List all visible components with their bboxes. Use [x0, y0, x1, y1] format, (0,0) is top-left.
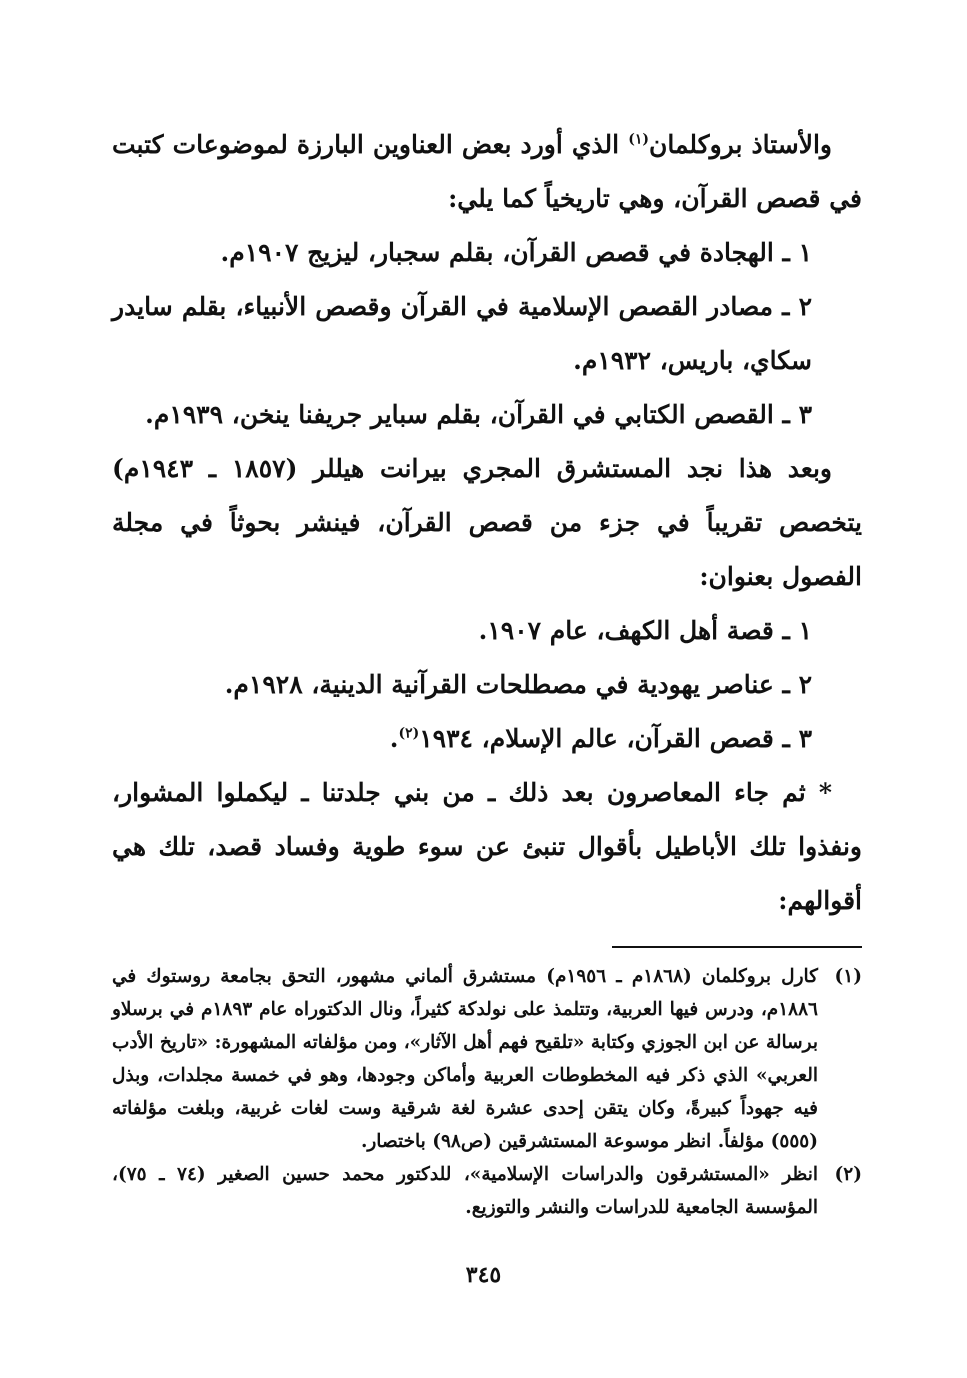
footnote-ref-1: (١) [628, 131, 649, 148]
paragraph-brockelmann [112, 118, 862, 226]
footnote-number: (١) [834, 966, 862, 987]
main-text [112, 118, 862, 928]
list-item-end: . [389, 724, 399, 753]
paragraph-text: الذي أورد بعض العناوين البارزة لموضوعات كتبت في قصص القرآن، وهي تاريخياً كما يلي: [112, 130, 862, 213]
list-item: ٣ ـ القصص الكتابي في القرآن، بقلم سباير جريفنا ينخن، ١٩٣٩م. [145, 400, 812, 429]
footnote-number: (٢) [834, 1164, 862, 1185]
list-item-text: ٣ ـ قصص القرآن، عالم الإسلام، ١٩٣٤ [419, 724, 812, 753]
list-item: ١ ـ قصة أهل الكهف، عام ١٩٠٧. [478, 616, 812, 645]
list-item: ٢ ـ مصادر القصص الإسلامية في القرآن وقصص الأنبياء، بقلم سايدر سكاي، باريس، ١٩٣٢م. [112, 292, 812, 375]
page-number: ٣٤٥ [465, 1262, 502, 1288]
footnote [112, 1158, 862, 1224]
paragraph-heller: وبعد هذا نجد المستشرق المجري بيرانت هيللر (١٨٥٧ ـ ١٩٤٣م) يتخصص تقريباً في جزء من قصص القرآن، فينشر بحوثاً في مجلة الفصول بعنوان: [112, 454, 862, 591]
book-page [112, 118, 862, 1224]
paragraph-contemporaries: * ثم جاء المعاصرون بعد ذلك ـ من بني جلدتنا ـ ليكملوا المشوار، ونفذوا تلك الأباطيل بأقوال تنبئ عن سوء طوية وفساد قصد، تلك هي أقوالهم: [112, 778, 862, 915]
footnotes [112, 960, 862, 1224]
footnote-separator [612, 946, 862, 948]
footnote-text: انظر «المستشرقون والدراسات الإسلامية»، للدكتور محمد حسين الصغير (٧٤ ـ ٧٥)، المؤسسة الجامعية للدراسات والنشر والتوزيع. [112, 1164, 818, 1218]
paragraph-text: والأستاذ بروكلمان [648, 130, 832, 159]
list-item: ٢ ـ عناصر يهودية في مصطلحات القرآنية الدينية، ١٩٢٨م. [224, 670, 812, 699]
footnote [112, 960, 862, 1158]
footnote-ref-2: (٢) [398, 725, 420, 742]
list-item [112, 712, 862, 766]
footnote-text: كارل بروكلمان (١٨٦٨م ـ ١٩٥٦م) مستشرق ألماني مشهور، التحق بجامعة روستوك في ١٨٨٦م، ودرس فيها العربية، وتتلمذ على نولدكة كثيراً، ونال الدكتوراه عام ١٨٩٣م في برسلاو برسالة عن ابن الجوزي وكتابة «تلقيح فهم أهل الآثار»، ومن مؤلفاته المشهورة: «تاريخ الأدب العربي» الذي ذكر فيه المخطوطات العربية وأماكن وجودها، وهو في خمسة مجلدات، وبذل فيه جهوداً كبيرةً، وكان يتقن إحدى عشرة لغة شرقية وست لغات غربية، وبلغت مؤلفاته (٥٥٥) مؤلفاً. انظر موسوعة المستشرقين (ص٩٨) باختصار. [112, 966, 818, 1152]
list-item: ١ ـ الهجادة في قصص القرآن، بقلم سجبار، ليزيج ١٩٠٧م. [220, 238, 812, 267]
